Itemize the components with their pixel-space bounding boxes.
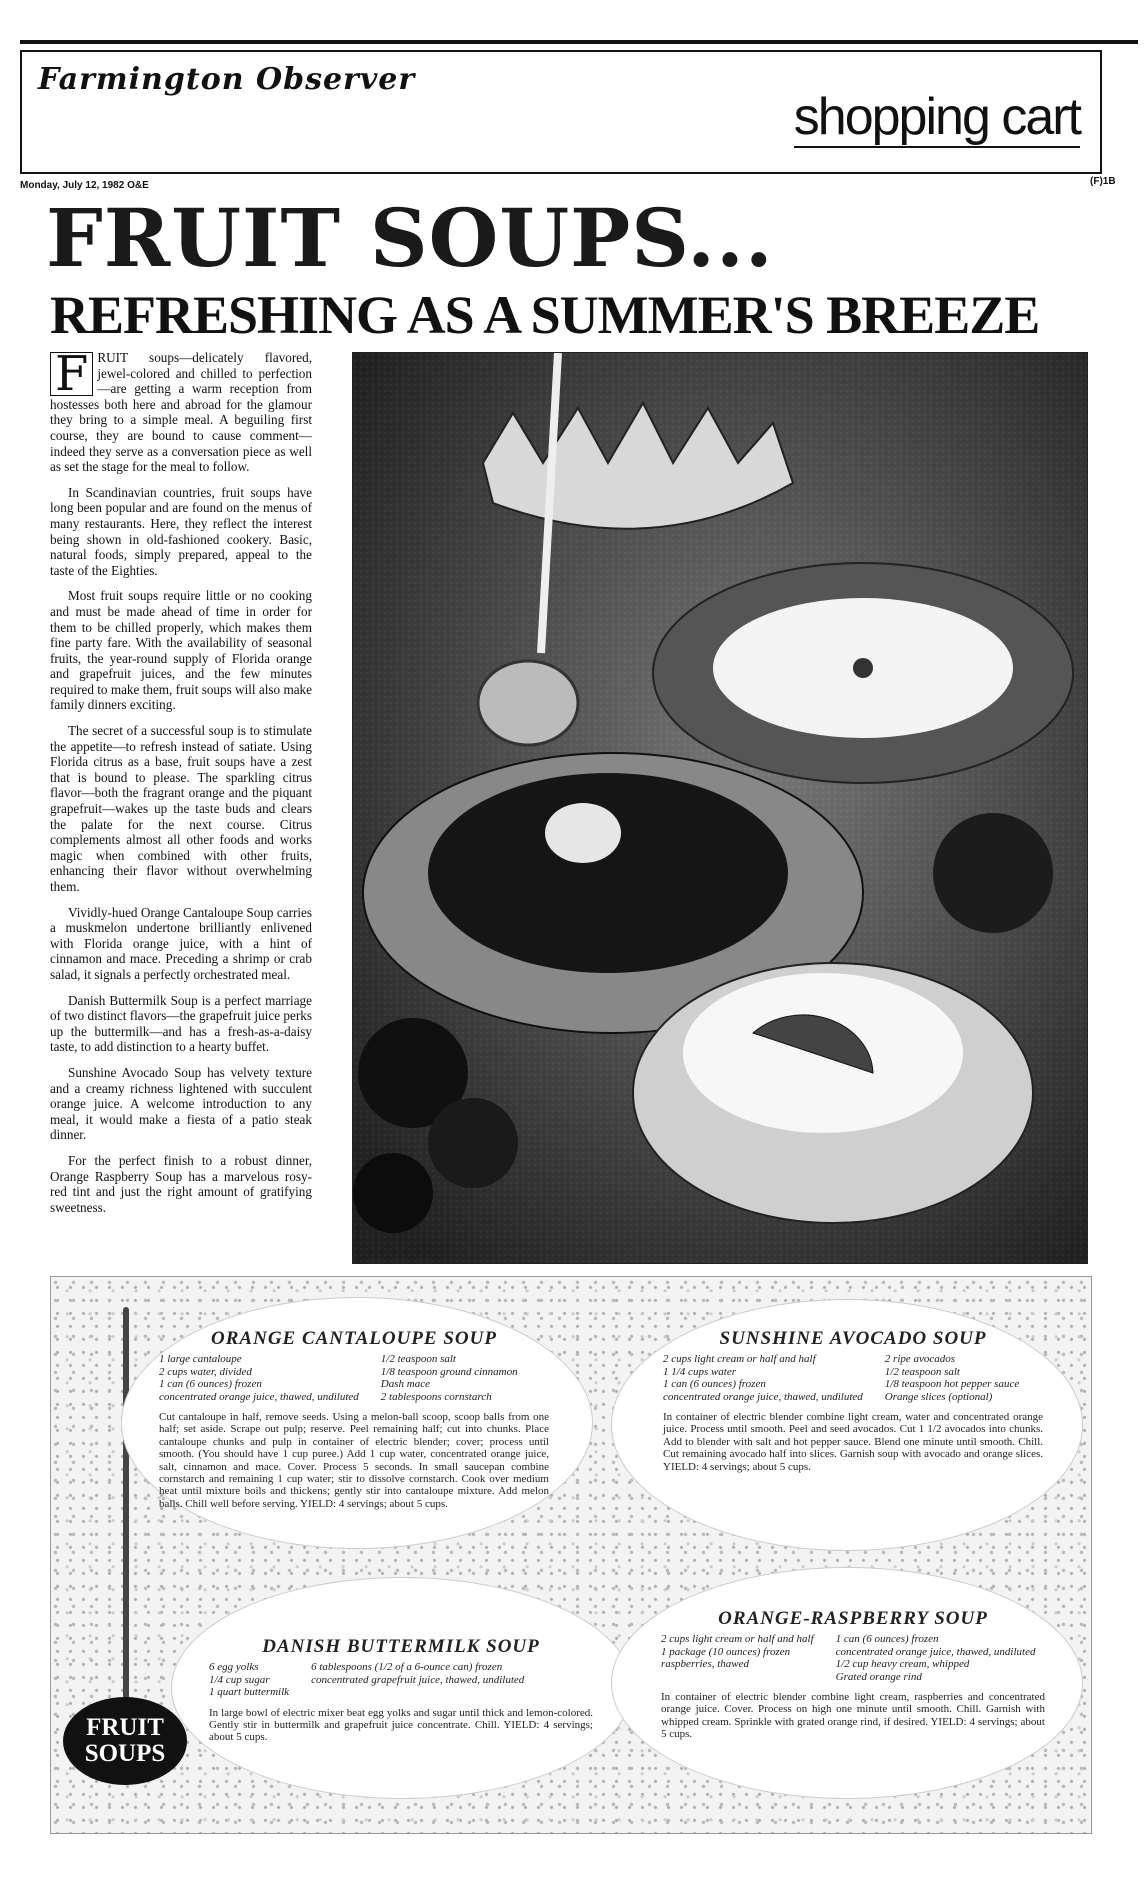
recipe-directions: In container of electric blender combine light cream, water and concentrated orange juice. Process until smooth. Peel and seed avocados. Cut 1 1/2 avocados into chunks. Add to blender with salt and hot pepper sauce. Blend one minute until smooth. Chill. Cut remaining avocado half into slices. Garnish soup with avocado and orange slices. YIELD: 4 servings; about 5 cups. <box>663 1411 1043 1473</box>
fruit-soups-badge <box>63 1697 187 1785</box>
recipe-directions: In container of electric blender combine light cream, raspberries and concentrated orange juice. Cover. Process on high one minute until smooth. Chill. Garnish with whipped cream. Sprinkle with grated orange rind, if desired. YIELD: 4 servings; about 5 cups. <box>661 1691 1045 1741</box>
recipe-title: SUNSHINE AVOCADO SOUP <box>719 1328 987 1349</box>
fruit-soups-photo <box>352 352 1088 1264</box>
recipe-panel <box>50 1276 1092 1834</box>
badge-line: SOUPS <box>84 1740 166 1767</box>
ingredients-right: 2 ripe avocados 1/2 teaspoon salt 1/8 teaspoon hot pepper sauce Orange slices (optional) <box>884 1353 1020 1403</box>
ingredients-right: 1 can (6 ounces) frozen concentrated orange juice, thawed, undiluted 1/2 cup heavy cream, whipped Grated orange rind <box>835 1633 1036 1683</box>
recipe-title: DANISH BUTTERMILK SOUP <box>262 1636 540 1657</box>
article-paragraph: F RUIT soups—delicately flavored, jewel-colored and chilled to perfection—are getting a warm reception from hostesses both here and abroad for the glamour they bring to a simple meal. A beguiling first course, they are bound to cause comment—indeed they serve as a conversation piece as well as set the stage for the meal to follow. <box>50 346 312 475</box>
top-rule <box>20 40 1138 44</box>
photo-illustration <box>353 353 1087 1263</box>
ingredients <box>209 1661 593 1698</box>
headline-sub: REFRESHING AS A SUMMER'S BREEZE <box>50 285 1040 345</box>
headline-main: FRUIT SOUPS... <box>46 191 774 285</box>
article-paragraph: The secret of a successful soup is to stimulate the appetite—to refresh instead of satiate. Using Florida citrus as a base, fruit soups have a zest that is bound to please. The sparkling citrus flavor—both the fragrant orange and the piquant grapefruit—wakes up the taste buds and clears the palate for the next course. Citrus complements almost all other foods and works magic when combined with other fruits, enhancing their flavor without overwhelming them. <box>50 723 312 894</box>
article-paragraph: Sunshine Avocado Soup has velvety texture and a creamy richness lightened with succulent orange juice. A welcome introduction to any meal, it would make a fiesta of a patio steak dinner. <box>50 1064 312 1143</box>
recipe-title: ORANGE-RASPBERRY SOUP <box>718 1608 988 1629</box>
recipe-directions: Cut cantaloupe in half, remove seeds. Using a melon-ball scoop, scoop balls from one half; set aside. Scrape out pulp; reserve. Peel remaining half; cut into chunks. Place cantaloupe chunks and pulp in container of electric blender; cover; process until smooth. (You should have 1 cup puree.) Add 1 cup water, concentrated orange juice, salt, cinnamon and mace. Cover. Process 5 seconds. In small saucepan combine cornstarch and remaining 1 cup water; stir to dissolve cornstarch. Cook over medium heat until mixture boils and thickens; gently stir into cantaloupe mixture. Add melon balls. Chill well before serving. YIELD: 4 servings; about 5 cups. <box>159 1411 549 1510</box>
recipe-orange-cantaloupe <box>159 1328 549 1510</box>
ingredients <box>661 1633 1045 1683</box>
drop-cap: F <box>50 352 93 396</box>
article-paragraph: Danish Buttermilk Soup is a perfect marriage of two distinct flavors—the grapefruit juice perks up the buttermilk—and has a fresh-as-a-daisy taste, to add distinction to a hearty buffet. <box>50 992 312 1055</box>
article-paragraph: For the perfect finish to a robust dinner, Orange Raspberry Soup has a marvelous rosy-red tint and just the right amount of gratifying sweetness. <box>50 1152 312 1215</box>
ingredients <box>159 1353 549 1403</box>
recipe-orange-raspberry <box>661 1608 1045 1741</box>
ingredients-left: 2 cups light cream or half and half 1 1/4 cups water 1 can (6 ounces) frozen concentrated orange juice, thawed, undiluted <box>663 1353 863 1403</box>
article-paragraph: In Scandinavian countries, fruit soups have long been popular and are found on the menus of many restaurants. Here, they reflect the interest being shown in old-fashioned cookery. Basic, natural foods, simply prepared, appeal to the taste of the Eighties. <box>50 484 312 578</box>
recipe-title: ORANGE CANTALOUPE SOUP <box>211 1328 497 1349</box>
recipe-directions: In large bowl of electric mixer beat egg yolks and sugar until thick and lemon-colored. Gently stir in buttermilk and grapefruit juice concentrate. Chill. YIELD: 4 servings; about 5 cups. <box>209 1706 593 1744</box>
section-title: shopping cart <box>793 88 1080 146</box>
recipe-danish-buttermilk <box>209 1636 593 1744</box>
dateline: Monday, July 12, 1982 O&E <box>20 180 149 191</box>
page-number: (F)1B <box>1090 176 1116 187</box>
ingredients-left: 1 large cantaloupe 2 cups water, divided 1 can (6 ounces) frozen concentrated orange juice, thawed, undiluted <box>159 1353 359 1403</box>
ingredients-left: 2 cups light cream or half and half 1 package (10 ounces) frozen raspberries, thawed <box>661 1633 814 1671</box>
ingredients-right: 6 tablespoons (1/2 of a 6-ounce can) frozen concentrated grapefruit juice, thawed, undiluted <box>311 1661 525 1686</box>
article-paragraph: Most fruit soups require little or no cooking and must be made ahead of time in order for them to be chilled properly, which makes them fine party fare. With the availability of seasonal fruits, the year-round supply of Florida orange and grapefruit juices, and the few minutes required to make them, fruit soups will also make family dinners exciting. <box>50 588 312 713</box>
ingredients-left: 6 egg yolks 1/4 cup sugar 1 quart buttermilk <box>209 1661 290 1699</box>
spoon-graphic <box>123 1307 129 1699</box>
ingredients <box>663 1353 1043 1403</box>
badge-line: FRUIT <box>86 1714 164 1741</box>
ingredients-right: 1/2 teaspoon salt 1/8 teaspoon ground cinnamon Dash mace 2 tablespoons cornstarch <box>380 1353 518 1403</box>
recipe-sunshine-avocado <box>663 1328 1043 1473</box>
paper-name: Farmington Observer <box>38 62 416 97</box>
masthead <box>20 50 1102 174</box>
article-paragraph: Vividly-hued Orange Cantaloupe Soup carries a muskmelon undertone brilliantly enlivened with Florida orange juice, with a hint of cinnamon and mace. Preceding a shrimp or crab salad, it signals a perfectly orchestrated meal. <box>50 904 312 982</box>
article-body <box>50 346 312 1225</box>
